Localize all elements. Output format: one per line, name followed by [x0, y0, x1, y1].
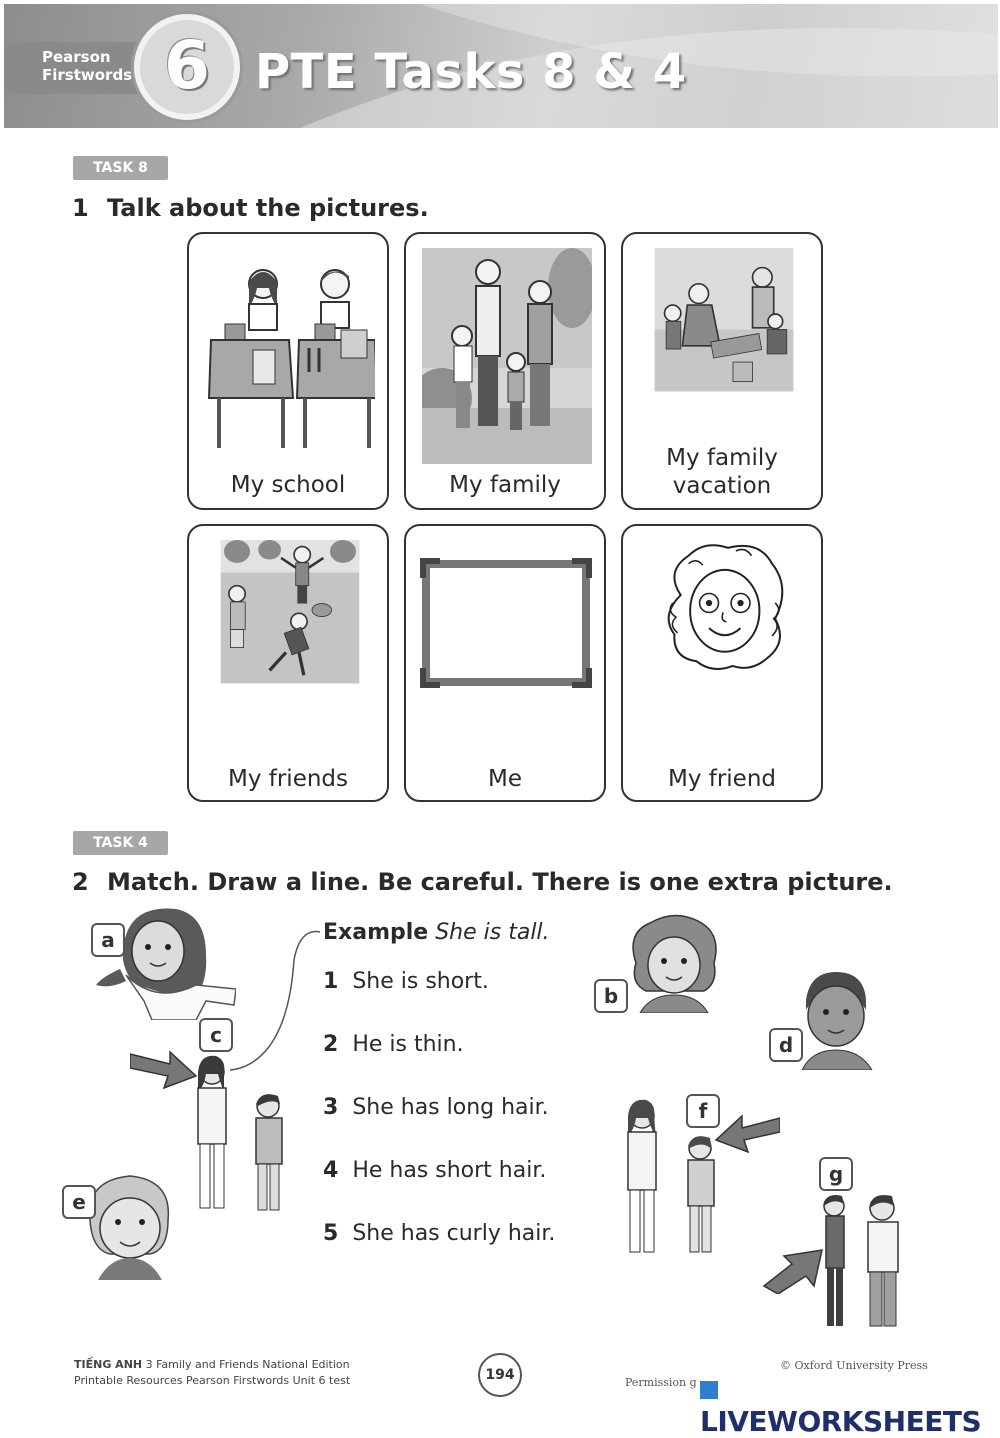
card-my-friend: [621, 524, 823, 802]
card-label-line1: My family: [666, 445, 778, 471]
example-text: She is tall.: [435, 920, 550, 945]
task8-instruction: Talk about the pictures.: [107, 194, 429, 222]
card-label: My school: [230, 472, 346, 498]
card-label: My family: [449, 472, 561, 498]
sentence-1: 1 She is short.: [323, 969, 489, 994]
letter-a-label: a: [91, 923, 125, 957]
permission-notice: Permission g: [625, 1376, 697, 1389]
sentence-4: 4 He has short hair.: [323, 1158, 547, 1183]
card-my-family: [404, 232, 606, 510]
letter-c-label: c: [199, 1018, 233, 1052]
letter-b-label: b: [594, 979, 628, 1013]
card-me: [404, 524, 606, 802]
task4-tab: TASK 4: [73, 831, 168, 855]
task4-question-number: 2: [72, 868, 89, 896]
card-label: My friends: [227, 766, 349, 792]
sentence-5: 5 She has curly hair.: [323, 1221, 556, 1246]
task4-instruction: Match. Draw a line. Be careful. There is one extra picture.: [107, 868, 893, 896]
letter-d-label: d: [769, 1028, 803, 1062]
girl-short-hair-illustration: [80, 1170, 180, 1280]
card-label: Me: [488, 766, 522, 792]
task8-tab: TASK 8: [73, 156, 168, 180]
girl-curly-hair-illustration: [626, 913, 722, 1013]
footer-credits: TIẾNG ANH 3 Family and Friends National Edition Printable Resources Pearson Firstwords Unit 6 test: [74, 1358, 351, 1387]
friends-playing-picture: [205, 540, 375, 716]
school-desks-picture: [205, 248, 375, 464]
sentence-3: 3 She has long hair.: [323, 1095, 549, 1120]
letter-f-label: f: [686, 1094, 720, 1128]
card-label: My friend: [667, 766, 777, 792]
page-number: 194: [478, 1353, 522, 1397]
card-label-line2: vacation: [672, 473, 772, 499]
page-title: PTE Tasks 8 & 4: [255, 44, 687, 100]
letter-g-label: g: [819, 1157, 853, 1191]
boy-short-hair-illustration: [796, 970, 876, 1070]
curly-hair-girl-drawing: [639, 540, 809, 710]
letter-e-label: e: [62, 1185, 96, 1219]
tall-girl-and-short-girl-illustration: [620, 1096, 730, 1262]
family-picture: [422, 248, 592, 464]
unit-number: 6: [164, 27, 210, 104]
card-my-family-vacation: [621, 232, 823, 510]
empty-photo-frame: [420, 558, 592, 688]
tall-girl-and-short-boy-illustration: [186, 1052, 296, 1218]
example-sentence: [323, 920, 550, 945]
liveworksheets-logo: LIVEWORKSHEETS: [700, 1372, 1000, 1438]
brand-name: Pearson Firstwords: [42, 48, 133, 84]
card-my-school: [187, 232, 389, 510]
thin-boy-and-boy-illustration: [812, 1192, 912, 1332]
copyright-notice: © Oxford University Press: [780, 1359, 928, 1372]
family-vacation-picture: [639, 248, 809, 424]
card-my-friends: [187, 524, 389, 802]
sentence-2: 2 He is thin.: [323, 1032, 464, 1057]
example-label: Example: [323, 920, 429, 945]
task8-question-number: 1: [72, 194, 89, 222]
